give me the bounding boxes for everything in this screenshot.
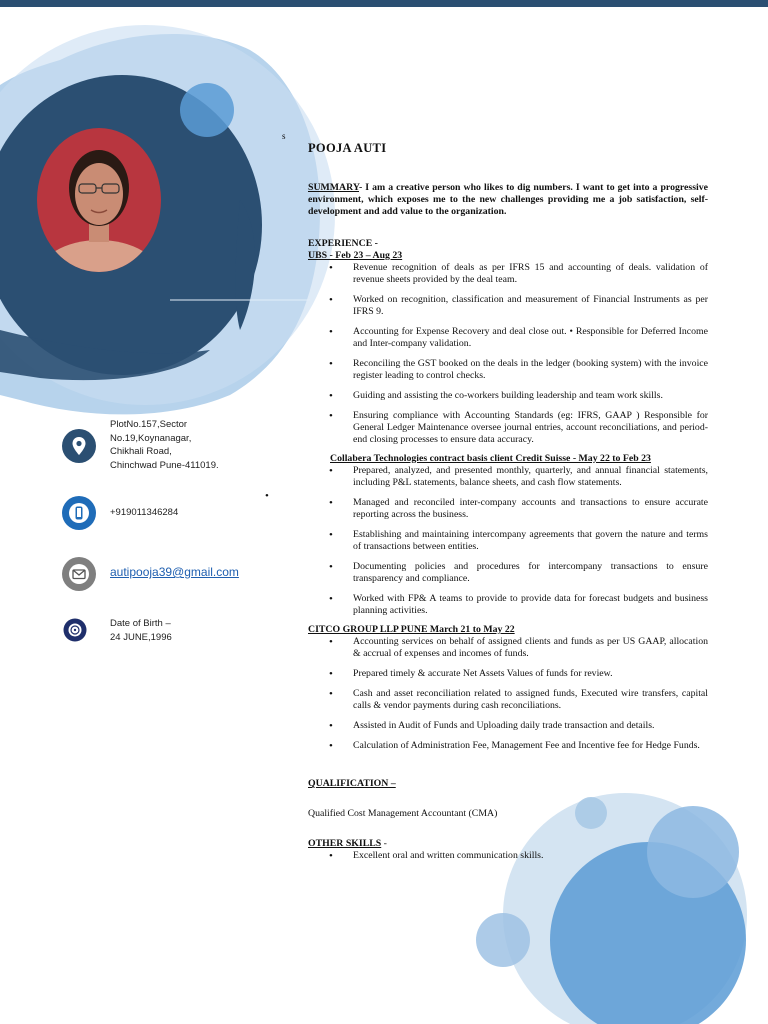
dob-value: 24 JUNE,1996 — [110, 631, 172, 643]
dob-label: Date of Birth – — [110, 618, 171, 629]
list-item: • Accounting services on behalf of assigned clients and funds as per US GAAP, allocation & accrual of expenses and incomes of funds. — [308, 636, 708, 660]
job-bullets — [308, 465, 708, 617]
experience-heading: EXPERIENCE - — [308, 238, 378, 249]
stray-bullet: • — [265, 490, 269, 502]
dob-text — [110, 617, 172, 644]
calendar-icon — [63, 618, 87, 642]
address-line: No.19,Koynanagar, — [110, 432, 192, 444]
email-text — [110, 566, 239, 581]
qualification-heading: QUALIFICATION – — [308, 778, 396, 789]
candidate-name: POOJA AUTI — [308, 141, 387, 155]
address-text — [110, 418, 219, 472]
list-item: • Establishing and maintaining intercompany agreements that govern the nature and terms of transactions between entities. — [308, 529, 708, 553]
list-item: • Ensuring compliance with Accounting Standards (eg: IFRS, GAAP ) Responsible for General Ledger Maintenance oversee journal entries, account reconciliations, and period-end closing processes to ensure data accuracy. — [308, 410, 708, 446]
email-link[interactable]: autipooja39@gmail.com — [110, 565, 239, 579]
address-line: PlotNo.157,Sector — [110, 419, 188, 430]
list-item: • Prepared timely & accurate Net Assets Values of funds for review. — [308, 668, 708, 680]
summary-label: SUMMARY — [308, 182, 359, 193]
location-pin-icon — [61, 428, 97, 464]
s-mark: s — [282, 131, 286, 141]
job-title: UBS - Feb 23 – Aug 23 — [308, 250, 403, 261]
address-line: Chikhali Road, — [110, 446, 172, 457]
job-title: CITCO GROUP LLP PUNE March 21 to May 22 — [308, 624, 515, 635]
other-skills-heading: OTHER SKILLS — [308, 838, 382, 849]
qualification-text: Qualified Cost Management Accountant (CMA) — [308, 808, 498, 819]
envelope-icon — [61, 556, 97, 592]
list-item: • Worked with FP& A teams to provide to provide data for forecast budgets and business planning activities. — [308, 593, 708, 617]
summary-text: - I am a creative person who likes to dig numbers. I want to get into a progressive environment, which exposes me to the new challenges providing me a job satisfaction, self-development and add value to the organization. — [308, 182, 708, 217]
phone-text: +919011346284 — [110, 507, 179, 518]
phone-icon — [61, 495, 97, 531]
list-item: • Guiding and assisting the co-workers building leadership and team work skills. — [308, 390, 708, 402]
list-item: • Cash and asset reconciliation related to assigned funds, Executed wire transfers, capital calls & vendor payments during cash reconciliations. — [308, 688, 708, 712]
list-item: • Calculation of Administration Fee, Management Fee and Incentive fee for Hedge Funds. — [308, 740, 708, 752]
list-item: • Excellent oral and written communication skills. — [308, 850, 708, 862]
experience-section — [308, 238, 708, 752]
list-item: • Accounting for Expense Recovery and deal close out. • Responsible for Deferred Income and Inter-company validation. — [308, 326, 708, 350]
list-item: • Prepared, analyzed, and presented monthly, quarterly, and annual financial statements, including P&L statements, balance sheets, and cash flow statements. — [308, 465, 708, 489]
other-skills-suffix: - — [381, 838, 387, 849]
skills-bullets — [308, 850, 708, 862]
address-line: Chinchwad Pune-411019. — [110, 459, 219, 471]
summary-section — [308, 182, 708, 218]
job-title: Collabera Technologies contract basis client Credit Suisse - May 22 to Feb 23 — [330, 453, 651, 464]
list-item: • Reconciling the GST booked on the deals in the ledger (booking system) with the invoice register leading to control checks. — [308, 358, 708, 382]
list-item: • Worked on recognition, classification and measurement of Financial Instruments as per IFRS 9. — [308, 294, 708, 318]
list-item: • Revenue recognition of deals as per IFRS 15 and accounting of deals. validation of revenue sheets provided by the deal team. — [308, 262, 708, 286]
job-bullets — [308, 262, 708, 446]
list-item: • Managed and reconciled inter-company accounts and transactions to ensure accurate reporting across the business. — [308, 497, 708, 521]
job-bullets — [308, 636, 708, 752]
other-skills-section — [308, 838, 708, 862]
profile-photo — [37, 128, 161, 272]
list-item: • Assisted in Audit of Funds and Uploading daily trade transaction and details. — [308, 720, 708, 732]
list-item: • Documenting policies and procedures for intercompany transactions to ensure transparency and compliance. — [308, 561, 708, 585]
